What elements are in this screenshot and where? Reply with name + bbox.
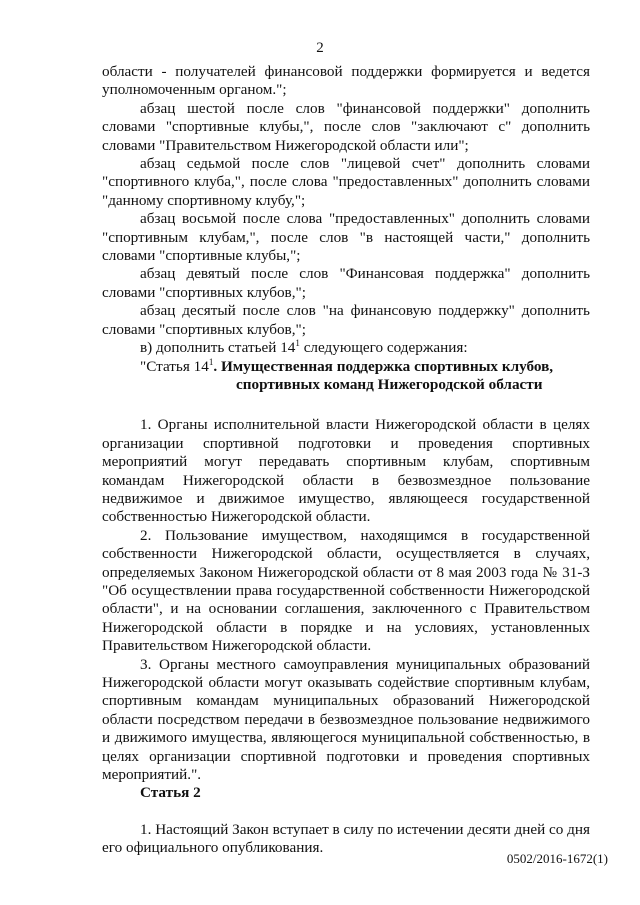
article-14-1-title-line1: . Имущественная поддержка спортивных клубов,: [213, 357, 554, 375]
paragraph-abzac-10: абзац десятый после слов "на финансовую поддержку" дополнить словами "спортивных клубов,";: [102, 302, 590, 338]
article-14-1-heading: [102, 358, 590, 395]
paragraph-abzac-9: абзац девятый после слов "Финансовая поддержка" дополнить словами "спортивных клубов,";: [102, 265, 590, 301]
article-2-heading: Статья 2: [140, 784, 201, 802]
article-14-1-paragraph-2: 2. Пользование имуществом, находящимся в государственной собственности Нижегородской области, осуществляется в случаях, определяемых Законом Нижегородской области от 8 мая 2003 года № 31-З "Об осуществлении права государственной собственности Нижегородской области", и на основании соглашения, заключенного с Правительством Нижегородской области в порядке и на условиях, установленных Правительством Нижегородской области.: [102, 526, 590, 655]
paragraph-abzac-7: абзац седьмой после слов "лицевой счет" дополнить словами "спортивного клуба,", после слова "предоставленных" дополнить словами "данному спортивному клубу,";: [102, 155, 590, 209]
paragraph-abzac-8: абзац восьмой после слова "предоставленных" дополнить словами "спортивным клубам,", после слов "в настоящей части," дополнить словами "спортивные клубы,";: [102, 210, 590, 265]
page-number: 2: [316, 40, 324, 56]
article-14-1-prefix: "Статья 14: [140, 357, 209, 375]
document-code: 0502/2016-1672(1): [506, 851, 608, 866]
paragraph-abzac-6: абзац шестой после слов "финансовой поддержки" дополнить словами "спортивные клубы,", после слов "заключают с" дополнить словами "Правительством Нижегородской области или";: [102, 99, 590, 154]
document-body: [102, 63, 590, 858]
article-14-1-title-line2: спортивных команд Нижегородской области: [236, 375, 543, 393]
paragraph-continuation: области - получателей финансовой поддержки формируется и ведется уполномоченным органом.";: [102, 63, 590, 99]
article-14-1-superscript: 1: [208, 356, 214, 367]
supplement-line: [102, 339, 590, 357]
supplement-text-after: следующего содержания:: [299, 339, 468, 357]
supplement-superscript: 1: [295, 338, 300, 349]
article-14-1-paragraph-3: 3. Органы местного самоуправления муниципальных образований Нижегородской области могут оказывать содействие спортивным клубам, спортивным командам муниципальных образований Нижегородской области посредством передачи в безвозмездное пользование недвижимого и движимого имущества, являющегося муниципальной собственностью, в целях организации спортивной подготовки и проведения спортивных мероприятий.".: [102, 655, 590, 784]
article-2-paragraph-1: 1. Настоящий Закон вступает в силу по истечении десяти дней со дня его официального опубликования.: [102, 820, 590, 857]
supplement-text-before: в) дополнить статьей 14: [140, 339, 296, 357]
article-14-1-paragraph-1: 1. Органы исполнительной власти Нижегородской области в целях организации спортивной подготовки и проведения спортивных мероприятий могут передавать спортивным клубам, спортивным командам Нижегородской области в безвозмездное пользование недвижимое и движимое имущество, являющееся государственной собственностью Нижегородской области.: [102, 416, 590, 526]
